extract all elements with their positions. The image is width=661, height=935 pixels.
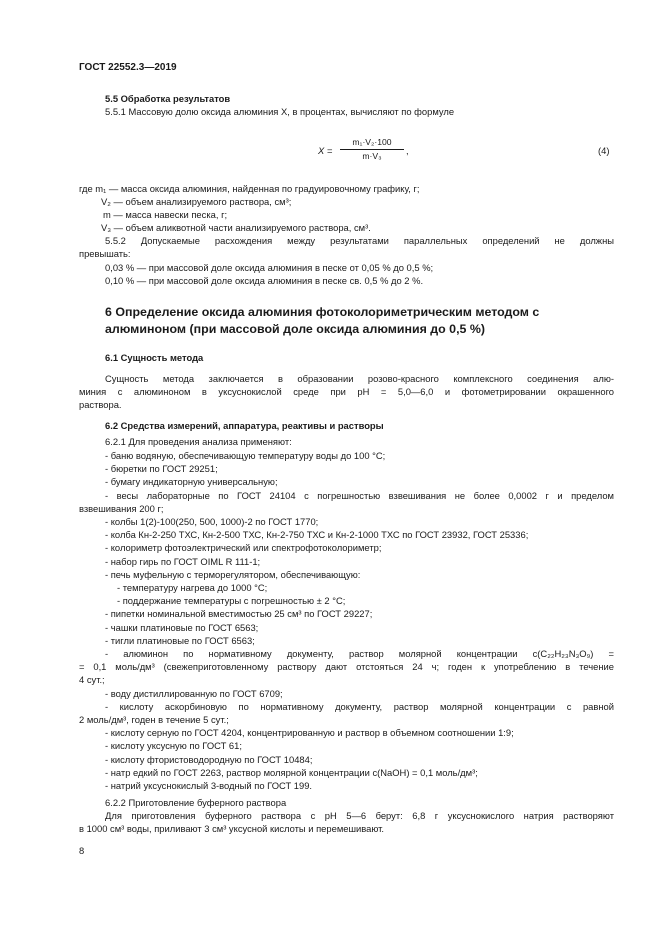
para-6-2-2: 6.2.2 Приготовление буферного раствора xyxy=(105,797,287,808)
list-item: - алюминон по нормативному документу, раствор молярной концентрации c(C₂₂H₂₃N₃O₉) = xyxy=(105,648,614,659)
formula-number: (4) xyxy=(598,145,610,156)
section-6-1-title: 6.1 Сущность метода xyxy=(105,352,204,363)
list-item: - кислоту фтористоводородную по ГОСТ 10484; xyxy=(105,753,313,765)
list-item: - печь муфельную с терморегулятором, обеспечивающую: xyxy=(105,568,361,580)
list-item: - бюретки по ГОСТ 29251; xyxy=(105,463,218,475)
buffer-text-cont: в 1000 см³ воды, приливают 3 см³ уксусной кислоты и перемешивают. xyxy=(79,823,385,834)
section-6-title-cont: алюминоном (при массовой доле оксида алюминия до 0,5 %) xyxy=(105,322,485,336)
formula-numerator: m₁·V₂·100 xyxy=(352,137,392,147)
list-item: - колба Кн-2-250 ТХС, Кн-2-500 ТХС, Кн-2-750 ТХС и Кн-2-1000 ТХС по ГОСТ 23932, ГОСТ 25336; xyxy=(105,529,529,541)
list-item: - кислоту аскорбиновую по нормативному документу, раствор молярной концентрации с равной xyxy=(105,700,614,712)
section-6-title: 6 Определение оксида алюминия фотоколориметрическим методом с xyxy=(105,305,540,319)
formula-tail: , xyxy=(406,145,409,156)
page-number: 8 xyxy=(79,845,85,856)
section-6-2-title: 6.2 Средства измерений, аппаратура, реактивы и растворы xyxy=(105,420,384,431)
para-6-1-end: раствора. xyxy=(79,399,122,410)
list-item: - чашки платиновые по ГОСТ 6563; xyxy=(105,621,259,633)
list-item: - натр едкий по ГОСТ 2263, раствор молярной концентрации c(NaOH) = 0,1 моль/дм³; xyxy=(105,766,478,778)
formula-fraction xyxy=(340,137,404,162)
list-item: - температуру нагрева до 1000 °С; xyxy=(117,582,268,593)
list-item: - поддержание температуры с погрешностью ± 2 °С; xyxy=(117,595,346,607)
tolerance-1: 0,03 % — при массовой доле оксида алюминия в песке от 0,05 % до 0,5 %; xyxy=(105,262,434,273)
where-line: V₂ — объем анализируемого раствора, см³; xyxy=(101,196,292,207)
list-item: - кислоту уксусную по ГОСТ 61; xyxy=(105,740,242,752)
para-6-1: Сущность метода заключается в образовании розово-красного комплексного соединения алю- xyxy=(105,373,614,384)
para-5-5-2: 5.5.2 Допускаемые расхождения между результатами параллельных определений не должны xyxy=(105,235,614,246)
para-5-5-1: 5.5.1 Массовую долю оксида алюминия X, в процентах, вычисляют по формуле xyxy=(105,106,455,117)
list-item: - бумагу индикаторную универсальную; xyxy=(105,476,278,488)
list-item: = 0,1 моль/дм³ (свежеприготовленному раствору дают отстояться 24 ч; годен к употреблению в течение xyxy=(79,661,614,673)
list-item: - весы лабораторные по ГОСТ 24104 с погрешностью взвешивания не более 0,0002 г и пределом xyxy=(105,489,614,501)
list-item: - баню водяную, обеспечивающую температуру воды до 100 °С; xyxy=(105,450,386,461)
list-item: - тигли платиновые по ГОСТ 6563; xyxy=(105,634,255,646)
where-line: m — масса навески песка, г; xyxy=(103,209,228,220)
list-item: - кислоту серную по ГОСТ 4204, концентрированную и раствор в объемном соотношении 1:9; xyxy=(105,727,514,739)
tolerance-2: 0,10 % — при массовой доле оксида алюминия в песке св. 0,5 % до 2 %. xyxy=(105,275,424,286)
document-header: ГОСТ 22552.3—2019 xyxy=(79,62,177,73)
list-item: - пипетки номинальной вместимостью 25 см³ по ГОСТ 29227; xyxy=(105,608,373,620)
para-5-5-2-cont: превышать: xyxy=(79,248,131,259)
buffer-text: Для приготовления буферного раствора с pH 5—6 берут: 6,8 г уксуснокислого натрия растворяют xyxy=(105,810,614,821)
list-item: - воду дистиллированную по ГОСТ 6709; xyxy=(105,687,283,699)
list-item: 2 моль/дм³, годен в течение 5 сут.; xyxy=(79,714,229,725)
formula-lhs: X = xyxy=(318,145,333,156)
list-item: взвешивания 200 г; xyxy=(79,502,164,514)
list-item: - колориметр фотоэлектрический или спектрофотоколориметр; xyxy=(105,542,382,554)
para-6-2-1: 6.2.1 Для проведения анализа применяют: xyxy=(105,436,292,447)
list-item: 4 сут.; xyxy=(79,674,105,686)
section-5-5-title: 5.5 Обработка результатов xyxy=(105,93,231,104)
list-item: - набор гирь по ГОСТ OIML R 111-1; xyxy=(105,555,261,567)
list-item: - колбы 1(2)-100(250, 500, 1000)-2 по ГОСТ 1770; xyxy=(105,516,319,527)
formula-4 xyxy=(318,137,438,169)
list-item: - натрий уксуснокислый 3-водный по ГОСТ 199. xyxy=(105,780,313,791)
fraction-bar xyxy=(340,149,404,150)
formula-denominator: m·V₃ xyxy=(362,151,382,161)
where-line: где m₁ — масса оксида алюминия, найденная по градуировочному графику, г; xyxy=(79,183,420,194)
where-line: V₃ — объем аликвотной части анализируемого раствора, см³. xyxy=(101,222,371,233)
para-6-1-cont: миния с алюминоном в уксуснокислой среде при pH = 5,0—6,0 и фотометрировании окрашенного xyxy=(79,386,614,397)
